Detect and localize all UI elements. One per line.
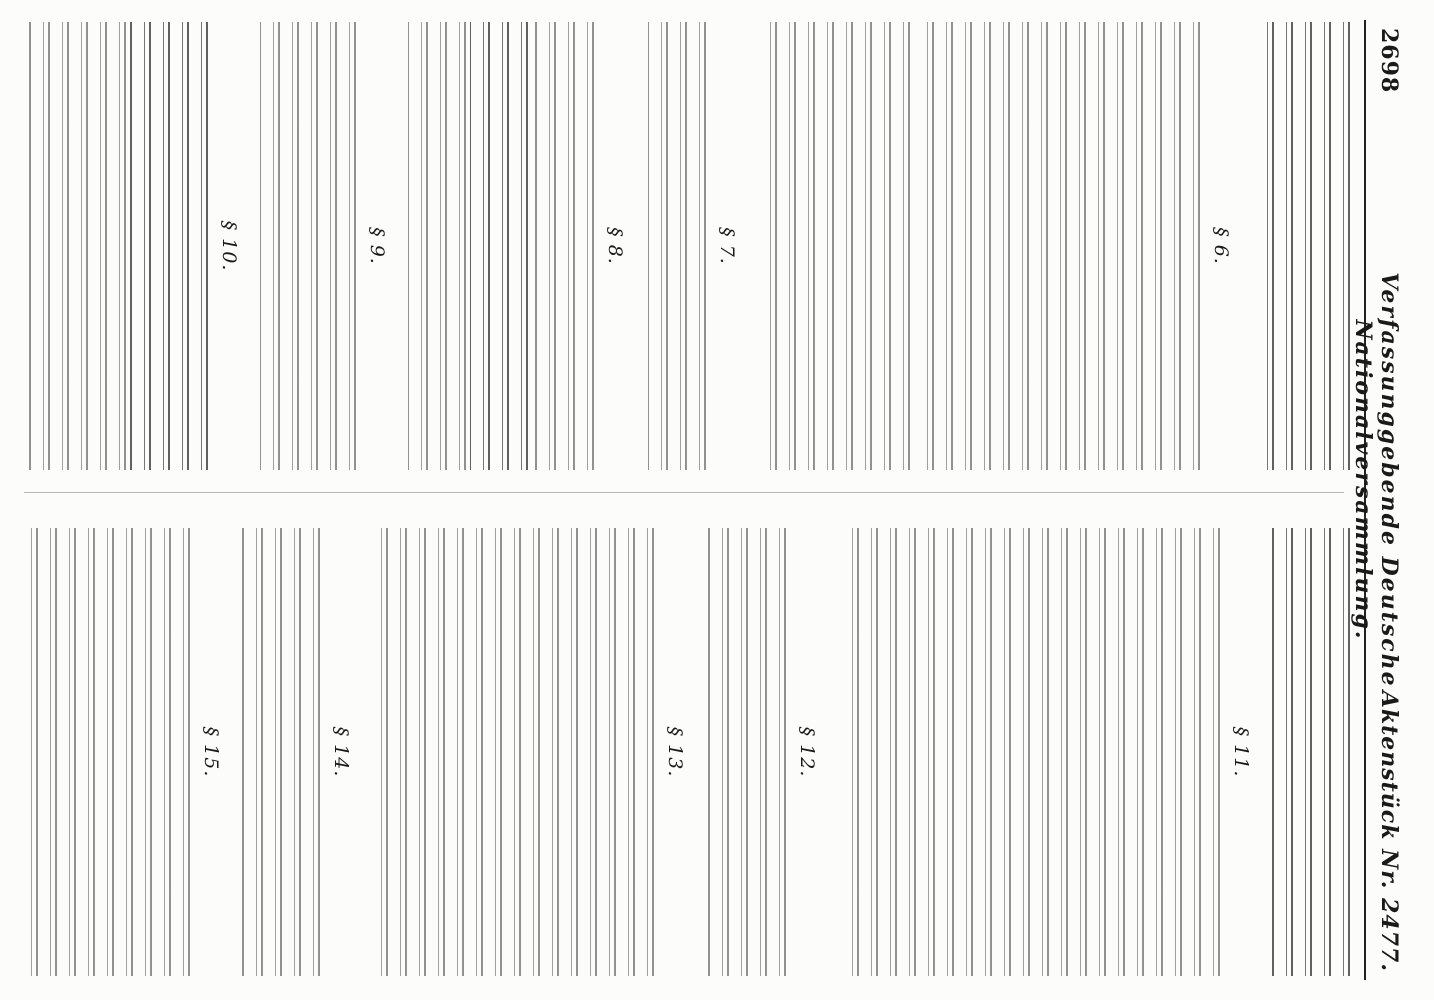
section-heading-14: § 14.	[330, 726, 352, 778]
section-heading-11: § 11.	[1230, 726, 1252, 778]
text-block-s8-list	[534, 22, 594, 470]
text-block-s10-para1	[130, 22, 208, 470]
text-block-s13	[374, 528, 654, 976]
left-column	[20, 22, 1350, 470]
section-heading-10: § 10.	[218, 220, 240, 272]
section-heading-8: § 8.	[604, 227, 626, 265]
section-heading-13: § 13.	[664, 726, 686, 778]
section-heading-6: § 6.	[1210, 227, 1232, 265]
text-block-s8-para2	[408, 22, 466, 470]
text-block-s15	[20, 528, 190, 976]
text-block-s7	[648, 22, 706, 470]
page-title: Verfassunggebende Deutsche Nationalversammlung.	[1350, 272, 1402, 688]
page-number: 2698	[1376, 28, 1402, 94]
text-block-s10-para2	[26, 22, 126, 470]
section-heading-12: § 12.	[796, 726, 818, 778]
text-block-right-intro	[1272, 528, 1350, 976]
document-number: Aktenstück Nr. 2477.	[1376, 690, 1402, 972]
text-block-s11	[840, 528, 1220, 976]
text-block-s9	[260, 22, 356, 470]
text-block-s6-para1	[915, 22, 1200, 470]
text-block-s8-para1	[470, 22, 528, 470]
text-block-intro	[1255, 22, 1350, 470]
section-heading-7: § 7.	[716, 227, 738, 265]
section-heading-15: § 15.	[200, 726, 222, 778]
section-heading-9: § 9.	[366, 227, 388, 265]
page-header	[1350, 20, 1406, 980]
text-block-s14	[242, 528, 320, 976]
text-block-s12	[708, 528, 786, 976]
right-column	[20, 528, 1350, 976]
column-divider	[24, 492, 1344, 493]
text-block-s6-para2	[760, 22, 910, 470]
